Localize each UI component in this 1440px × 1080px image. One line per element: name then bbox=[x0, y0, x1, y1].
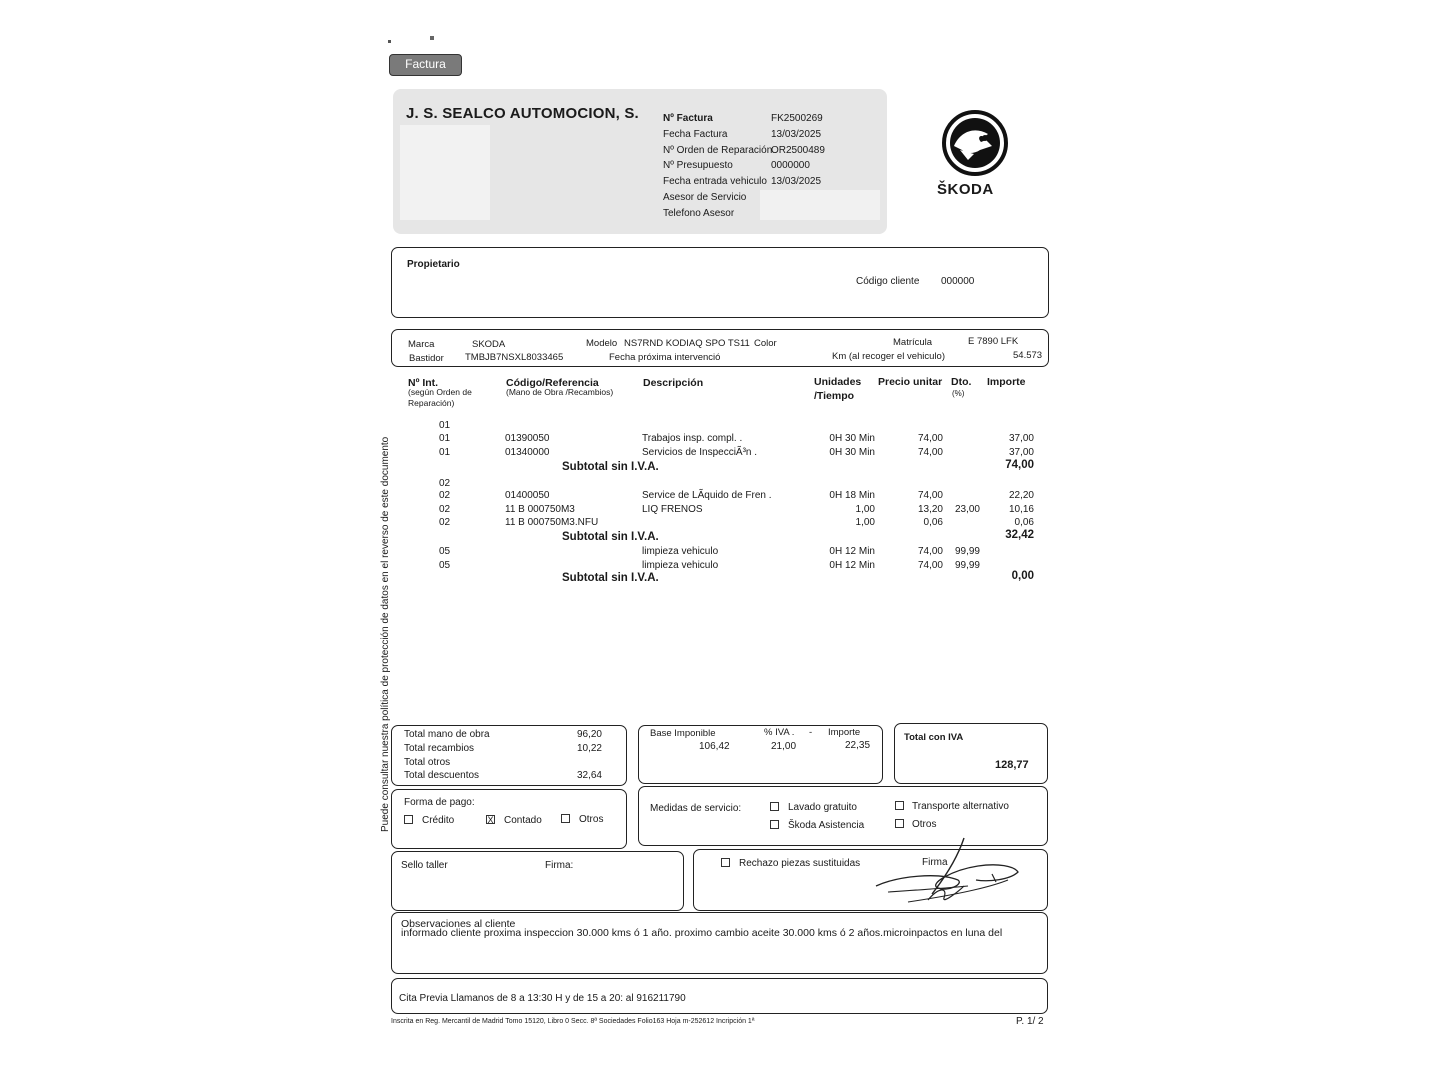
row-int-number: 02 bbox=[439, 504, 451, 515]
row-code: 01340000 bbox=[505, 447, 550, 458]
row-units: 1,00 bbox=[855, 504, 875, 515]
company-name: J. S. SEALCO AUTOMOCION, S. bbox=[406, 105, 639, 122]
row-units: 0H 18 Min bbox=[829, 490, 875, 501]
signature1-label: Firma: bbox=[545, 860, 574, 871]
row-amount: 37,00 bbox=[1008, 447, 1034, 458]
subtotal-label: Subtotal sin I.V.A. bbox=[562, 461, 659, 473]
row-int-number: 01 bbox=[439, 433, 451, 444]
nint-sub-line1: (según Orden de bbox=[408, 387, 472, 397]
row-code: 11 B 000750M3 bbox=[505, 504, 575, 515]
nint-sub-line2: Reparación) bbox=[408, 397, 455, 408]
row-amount: 10,16 bbox=[1008, 504, 1034, 515]
row-int-number: 02 bbox=[439, 478, 451, 489]
alt-transport-checkbox[interactable] bbox=[895, 801, 904, 810]
row-int-number: 02 bbox=[439, 517, 451, 528]
vehicle-plate: E 7890 LFK bbox=[968, 336, 1019, 347]
col-header-units-sub: /Tiempo bbox=[814, 390, 855, 402]
free-wash-checkbox[interactable] bbox=[770, 802, 779, 811]
invoice-date: 13/03/2025 bbox=[771, 128, 822, 140]
skoda-assist-checkbox[interactable] bbox=[770, 820, 779, 829]
page-number: P. 1/ 2 bbox=[1016, 1016, 1044, 1027]
reject-parts-label: Rechazo piezas sustituidas bbox=[739, 858, 861, 869]
color-label: Color bbox=[754, 338, 777, 349]
scan-dot bbox=[388, 40, 391, 43]
km-label: Km (al recoger el vehiculo) bbox=[832, 351, 945, 362]
total-labour: 96,20 bbox=[576, 729, 602, 740]
tax-iva: 21,00 bbox=[771, 741, 797, 752]
col-header-price: Precio unitar bbox=[878, 376, 943, 388]
scan-dot bbox=[430, 36, 434, 40]
invoice-number: FK2500269 bbox=[771, 113, 823, 124]
row-description: LIQ FRENOS bbox=[642, 504, 703, 515]
observations-label: Observaciones al cliente bbox=[401, 918, 516, 930]
row-discount: 99,99 bbox=[954, 546, 980, 557]
col-header-nint: Nº Int. bbox=[408, 377, 439, 389]
estimate-number: 0000000 bbox=[771, 160, 810, 172]
other-service-label: Otros bbox=[912, 819, 937, 830]
vin-label: Bastidor bbox=[409, 353, 444, 364]
skoda-assist-label: Škoda Asistencia bbox=[788, 820, 865, 831]
signature2-label: Firma bbox=[922, 857, 948, 868]
total-other bbox=[560, 756, 602, 770]
brand-name: ŠKODA bbox=[937, 181, 994, 198]
row-code: 11 B 000750M3.NFU bbox=[505, 517, 599, 528]
vehicle-vin: TMBJB7NSXL8033465 bbox=[465, 352, 564, 363]
tax-base: 106,42 bbox=[699, 741, 730, 752]
total-discount-label: Total descuentos bbox=[404, 770, 480, 782]
vehicle-km: 54.573 bbox=[1013, 350, 1043, 361]
next-intervention-label: Fecha próxima intervenció bbox=[609, 352, 721, 363]
entry-date-label: Fecha entrada vehiculo bbox=[663, 176, 767, 188]
other-payment-label: Otros bbox=[579, 814, 604, 825]
invoice-date-label: Fecha Factura bbox=[663, 128, 728, 140]
row-int-number: 02 bbox=[439, 490, 451, 501]
row-unit-price: 13,20 bbox=[917, 504, 943, 515]
row-unit-price: 74,00 bbox=[917, 546, 943, 557]
tax-dash: - bbox=[809, 727, 813, 738]
estimate-label: Nº Presupuesto bbox=[663, 160, 733, 172]
row-amount: 0,06 bbox=[1014, 517, 1034, 528]
row-int-number: 05 bbox=[439, 560, 451, 571]
col-header-code: Código/Referencia bbox=[506, 377, 599, 389]
skoda-logo-icon bbox=[940, 110, 1010, 176]
col-header-nint-sub bbox=[408, 387, 472, 408]
row-int-number: 01 bbox=[439, 447, 451, 458]
other-payment-checkbox[interactable] bbox=[561, 814, 570, 823]
vehicle-brand: SKODA bbox=[472, 339, 506, 350]
row-description: Servicios de InspecciÃ³n . bbox=[642, 447, 758, 458]
client-code: 000000 bbox=[941, 276, 975, 287]
total-labour-label: Total mano de obra bbox=[404, 729, 490, 740]
service-label: Medidas de servicio: bbox=[650, 803, 742, 814]
col-header-code-sub: (Mano de Obra /Recambios) bbox=[506, 387, 614, 397]
entry-date: 13/03/2025 bbox=[771, 176, 822, 188]
doc-tag-label: Factura bbox=[405, 57, 446, 71]
registry-text: Inscrita en Reg. Mercantil de Madrid Tomo 15120, Libro 0 Secc. 8ª Sociedades Folio163 Hoja m-252612 Incripción 1ª bbox=[391, 1018, 755, 1025]
row-code: 01400050 bbox=[505, 490, 550, 501]
repair-order: OR2500489 bbox=[771, 144, 825, 156]
total-discount: 32,64 bbox=[576, 770, 602, 782]
row-units: 1,00 bbox=[855, 517, 875, 528]
col-header-units: Unidades bbox=[814, 376, 862, 388]
row-unit-price: 74,00 bbox=[917, 433, 943, 444]
row-description: limpieza vehiculo bbox=[642, 546, 719, 557]
payment-label: Forma de pago: bbox=[404, 797, 475, 808]
row-code: 01390050 bbox=[505, 433, 550, 444]
cash-checkbox[interactable]: X bbox=[487, 815, 494, 825]
redacted-address bbox=[400, 125, 490, 220]
grand-total-label: Total con IVA bbox=[904, 732, 964, 743]
totals-labels bbox=[404, 728, 490, 783]
subtotal-label: Subtotal sin I.V.A. bbox=[562, 572, 659, 584]
model-label: Modelo bbox=[586, 338, 618, 349]
row-int-number: 01 bbox=[439, 420, 451, 431]
grand-total-value: 128,77 bbox=[995, 759, 1029, 771]
subtotal-amount: 32,42 bbox=[1005, 529, 1034, 541]
invoice-labels bbox=[663, 111, 772, 222]
row-units: 0H 12 Min bbox=[829, 560, 875, 571]
tax-amount: 22,35 bbox=[845, 740, 871, 751]
row-unit-price: 74,00 bbox=[917, 447, 943, 458]
row-units: 0H 30 Min bbox=[829, 433, 875, 444]
observations-text: informado cliente proxima inspeccion 30.000 kms ó 1 año. proximo cambio aceite 30.000 kms ó 2 años.microinpactos en luna del bbox=[401, 927, 1003, 939]
col-header-amount: Importe bbox=[987, 376, 1026, 388]
row-description: limpieza vehiculo bbox=[642, 560, 719, 571]
brand-label: Marca bbox=[408, 339, 435, 350]
handwritten-signature-icon bbox=[868, 836, 1028, 910]
free-wash-label: Lavado gratuito bbox=[788, 802, 857, 813]
subtotal-amount: 0,00 bbox=[1011, 570, 1034, 582]
advisor-phone-label: Telefono Asesor bbox=[663, 207, 735, 219]
row-amount: 22,20 bbox=[1008, 490, 1034, 501]
row-amount: 37,00 bbox=[1008, 433, 1034, 444]
repair-order-label: Nº Orden de Reparación bbox=[663, 144, 773, 156]
advisor-label: Asesor de Servicio bbox=[663, 191, 747, 203]
invoice-values bbox=[771, 111, 825, 190]
invoice-number-label: Nº Factura bbox=[663, 113, 713, 124]
other-service-checkbox[interactable] bbox=[895, 819, 904, 828]
col-header-desc: Descripción bbox=[643, 377, 704, 389]
total-parts: 10,22 bbox=[576, 742, 602, 754]
total-other-label: Total otros bbox=[404, 756, 451, 768]
client-code-label: Código cliente bbox=[856, 276, 920, 287]
owner-label: Propietario bbox=[407, 259, 460, 270]
total-parts-label: Total recambios bbox=[404, 742, 475, 754]
row-units: 0H 30 Min bbox=[829, 447, 875, 458]
row-unit-price: 74,00 bbox=[917, 490, 943, 501]
totals-values bbox=[560, 728, 602, 783]
subtotal-amount: 74,00 bbox=[1005, 459, 1034, 471]
tax-iva-label: % IVA . bbox=[764, 727, 795, 738]
row-discount: 99,99 bbox=[954, 560, 980, 571]
row-int-number: 05 bbox=[439, 546, 451, 557]
credit-checkbox[interactable] bbox=[404, 815, 413, 824]
privacy-side-text: Puede consultar nuestra política de protección de datos en el reverso de este documento bbox=[380, 436, 391, 832]
vehicle-model: NS7RND KODIAQ SPO TS11 bbox=[624, 338, 750, 349]
tax-amount-label: Importe bbox=[828, 727, 861, 738]
row-discount: 23,00 bbox=[954, 504, 980, 515]
plate-label: Matrícula bbox=[893, 337, 933, 348]
row-unit-price: 74,00 bbox=[917, 560, 943, 571]
col-header-dto: Dto. bbox=[951, 376, 972, 388]
tax-base-label: Base Imponible bbox=[650, 728, 716, 739]
cash-label: Contado bbox=[504, 815, 542, 826]
appointment-text: Cita Previa Llamanos de 8 a 13:30 H y de 15 a 20: al 916211790 bbox=[399, 993, 686, 1004]
row-description: Trabajos insp. compl. . bbox=[642, 433, 743, 444]
row-description: Service de LÃquido de Fren . bbox=[642, 490, 772, 501]
subtotal-label: Subtotal sin I.V.A. bbox=[562, 531, 659, 543]
alt-transport-label: Transporte alternativo bbox=[912, 801, 1009, 812]
row-unit-price: 0,06 bbox=[923, 517, 943, 528]
doc-tag bbox=[389, 54, 462, 76]
stamp-label: Sello taller bbox=[401, 860, 448, 871]
reject-parts-checkbox[interactable] bbox=[721, 858, 730, 867]
redacted-advisor bbox=[760, 190, 880, 220]
row-units: 0H 12 Min bbox=[829, 546, 875, 557]
credit-label: Crédito bbox=[422, 815, 455, 826]
col-header-dto-sub: (%) bbox=[952, 389, 965, 398]
